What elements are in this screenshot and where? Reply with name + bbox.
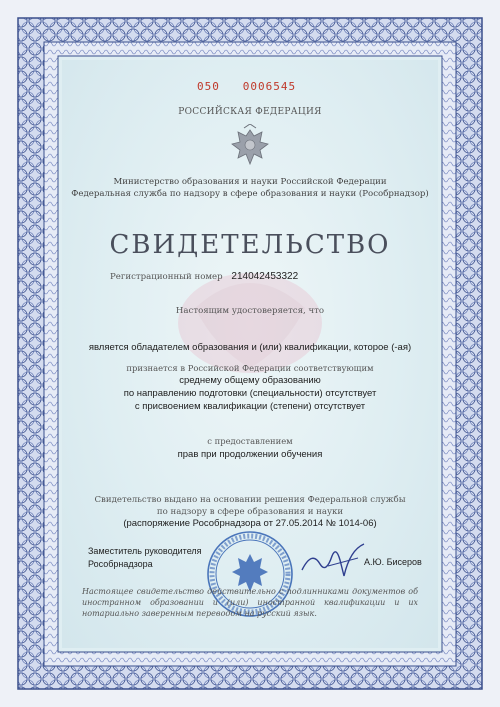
signature-icon <box>298 540 368 580</box>
granting-text: с предоставлением <box>207 436 293 446</box>
validity-note: Настоящее свидетельство действительно с подлинниками документов об иностранном образовании и (или) иностранной квалификации и их нотариально заверенным переводом на русский язык. <box>82 587 418 618</box>
registration-row <box>110 271 298 282</box>
signatory-position: Заместитель руководителя Рособрнадзора <box>88 546 202 569</box>
holder-statement: является обладателем образования и (или) квалификации, которое (-ая) <box>88 342 412 353</box>
registration-number: 214042453322 <box>231 271 299 282</box>
signatory-name: А.Ю. Бисеров <box>364 557 422 567</box>
serial-number: 050 0006545 <box>197 80 297 93</box>
country-name: РОССИЙСКАЯ ФЕДЕРАЦИЯ <box>178 107 322 117</box>
document-title: СВИДЕТЕЛЬСТВО <box>109 230 391 260</box>
order-reference: (распоряжение Рособрнадзора от 27.05.2014 № 1014-06) <box>123 518 377 529</box>
rights-text: прав при продолжении обучения <box>177 449 323 460</box>
registration-label: Регистрационный номер <box>110 272 223 282</box>
watermark-eagle-icon <box>175 268 325 378</box>
issuance-basis: Свидетельство выдано на основании решения Федеральной службы по надзору в сфере образования и науки <box>94 495 406 517</box>
certify-text: Настоящим удостоверяется, что <box>175 306 325 316</box>
ministry-heading: Министерство образования и науки Российской Федерации Федеральная служба по надзору в сфере образования и науки (Рособрнадзор) <box>71 177 429 199</box>
coat-of-arms-icon <box>230 124 270 168</box>
education-level: среднему общему образованию по направлению подготовки (специальности) отсутствует с присвоением квалификации (степени) отсутствует <box>123 375 377 412</box>
recognized-text: признается в Российской Федерации соответствующим <box>126 363 374 373</box>
